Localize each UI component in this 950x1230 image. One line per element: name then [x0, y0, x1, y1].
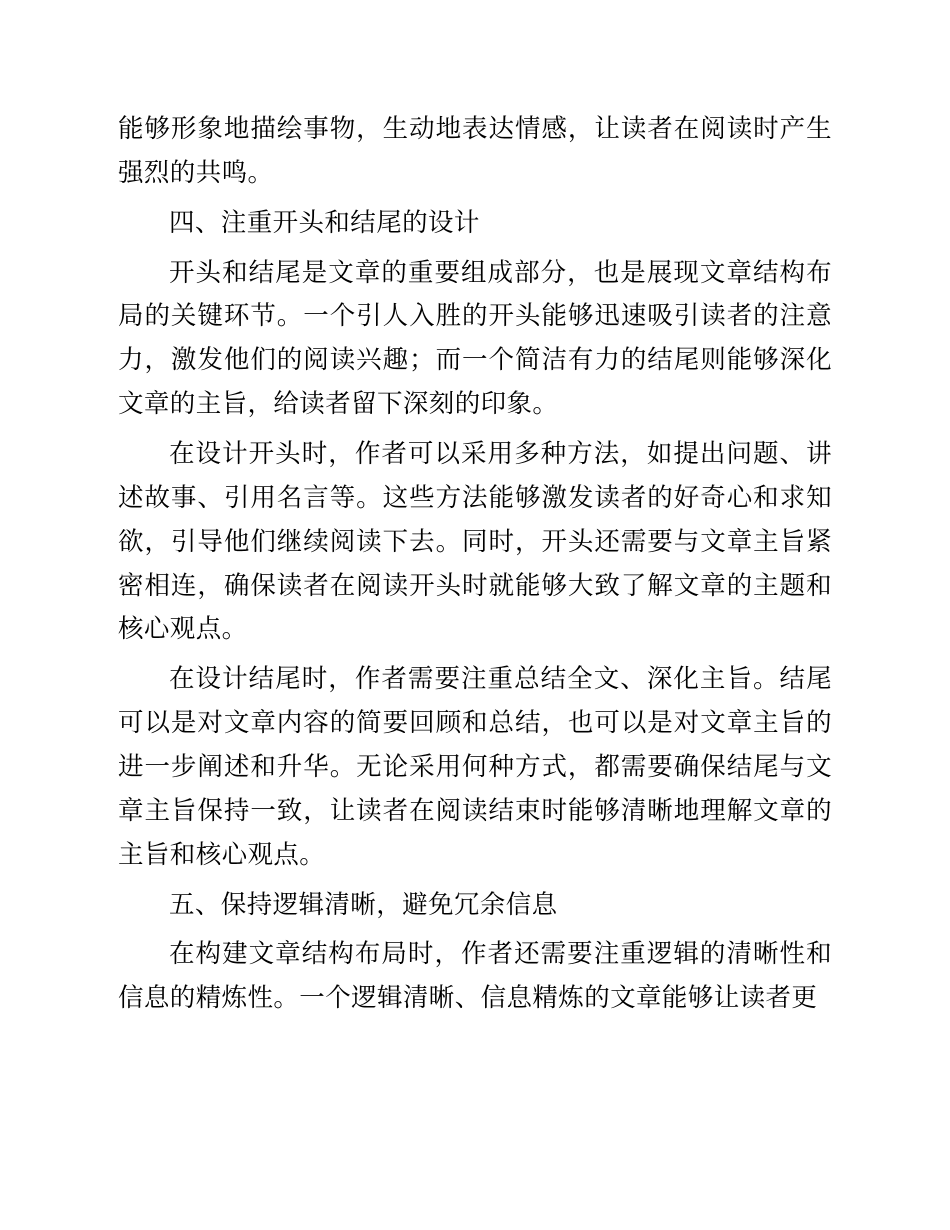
document-body: [118, 108, 832, 1021]
paragraph-4-2: 在设计开头时，作者可以采用多种方法，如提出问题、讲述故事、引用名言等。这些方法能够激发读者的好奇心和求知欲，引导他们继续阅读下去。同时，开头还需要与文章主旨紧密相连，确保读者在阅读开头时就能够大致了解文章的主题和核心观点。: [118, 439, 832, 645]
section-heading-five: 五、保持逻辑清晰，避免冗余信息: [169, 889, 558, 920]
section-heading-four: 四、注重开头和结尾的设计: [169, 207, 480, 238]
paragraph-4-1: 开头和结尾是文章的重要组成部分，也是展现文章结构布局的关键环节。一个引人入胜的开头能够迅速吸引读者的注意力，激发他们的阅读兴趣；而一个简洁有力的结尾则能够深化文章的主旨，给读者留下深刻的印象。: [118, 257, 832, 420]
paragraph-continuation: 能够形象地描绘事物，生动地表达情感，让读者在阅读时产生强烈的共鸣。: [118, 114, 832, 188]
paragraph-4-3: 在设计结尾时，作者需要注重总结全文、深化主旨。结尾可以是对文章内容的简要回顾和总结，也可以是对文章主旨的进一步阐述和升华。无论采用何种方式，都需要确保结尾与文章主旨保持一致，让读者在阅读结束时能够清晰地理解文章的主旨和核心观点。: [118, 664, 832, 870]
paragraph-5-1: 在构建文章结构布局时，作者还需要注重逻辑的清晰性和信息的精炼性。一个逻辑清晰、信息精炼的文章能够让读者更: [118, 939, 832, 1014]
